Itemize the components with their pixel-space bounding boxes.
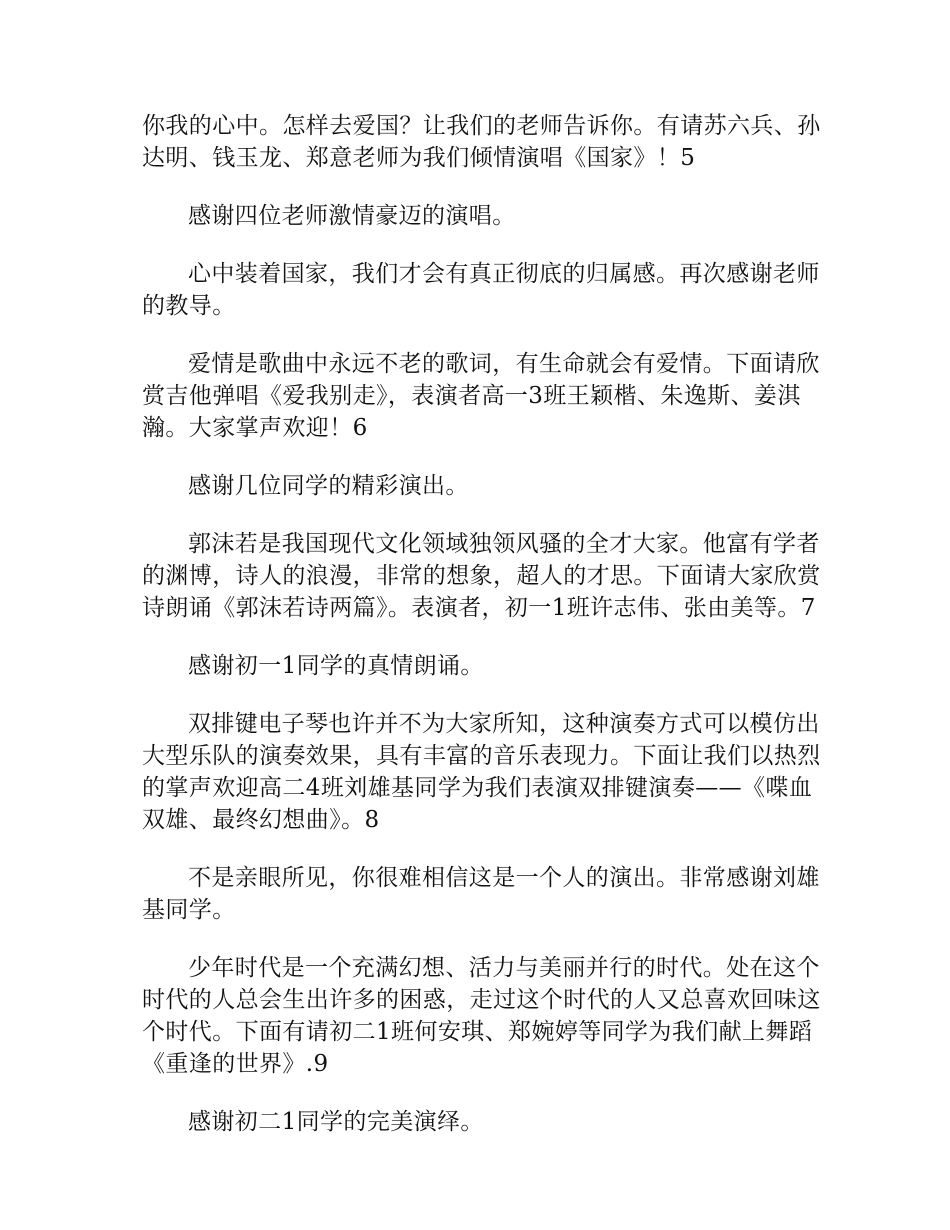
paragraph: 感谢几位同学的精彩演出。	[188, 473, 469, 499]
paragraph: 双排键电子琴也许并不为大家所知，这种演奏方式可以模仿出大型乐队的演奏效果，具有丰富的音乐表现力。下面让我们以热烈的掌声欢迎高二4班刘雄基同学为我们表演双排键演奏——《喋血双雄、最终幻想曲》。8	[142, 711, 821, 833]
paragraph: 爱情是歌曲中永远不老的歌词，有生命就会有爱情。下面请欣赏吉他弹唱《爱我别走》，表演者高一3班王颖楷、朱逸斯、姜淇瀚。大家掌声欢迎！6	[142, 351, 820, 441]
paragraph: 感谢四位老师激情豪迈的演唱。	[188, 203, 516, 229]
document-body	[142, 110, 832, 1164]
paragraph: 你我的心中。怎样去爱国？让我们的老师告诉你。有请苏六兵、孙达明、钱玉龙、郑意老师为我们倾情演唱《国家》！5	[142, 113, 821, 171]
paragraph: 心中装着国家，我们才会有真正彻底的归属感。再次感谢老师的教导。	[142, 261, 820, 319]
paragraph: 不是亲眼所见，你很难相信这是一个人的演出。非常感谢刘雄基同学。	[142, 865, 820, 923]
paragraph: 感谢初一1同学的真情朗诵。	[188, 653, 484, 679]
paragraph: 感谢初二1同学的完美演绎。	[188, 1109, 484, 1135]
paragraph: 少年时代是一个充满幻想、活力与美丽并行的时代。处在这个时代的人总会生出许多的困惑，走过这个时代的人又总喜欢回味这个时代。下面有请初二1班何安琪、郑婉婷等同学为我们献上舞蹈《重逢的世界》.9	[142, 955, 821, 1077]
paragraph: 郭沫若是我国现代文化领域独领风骚的全才大家。他富有学者的渊博，诗人的浪漫，非常的想象，超人的才思。下面请大家欣赏诗朗诵《郭沫若诗两篇》。表演者，初一1班许志伟、张由美等。7	[142, 531, 821, 621]
